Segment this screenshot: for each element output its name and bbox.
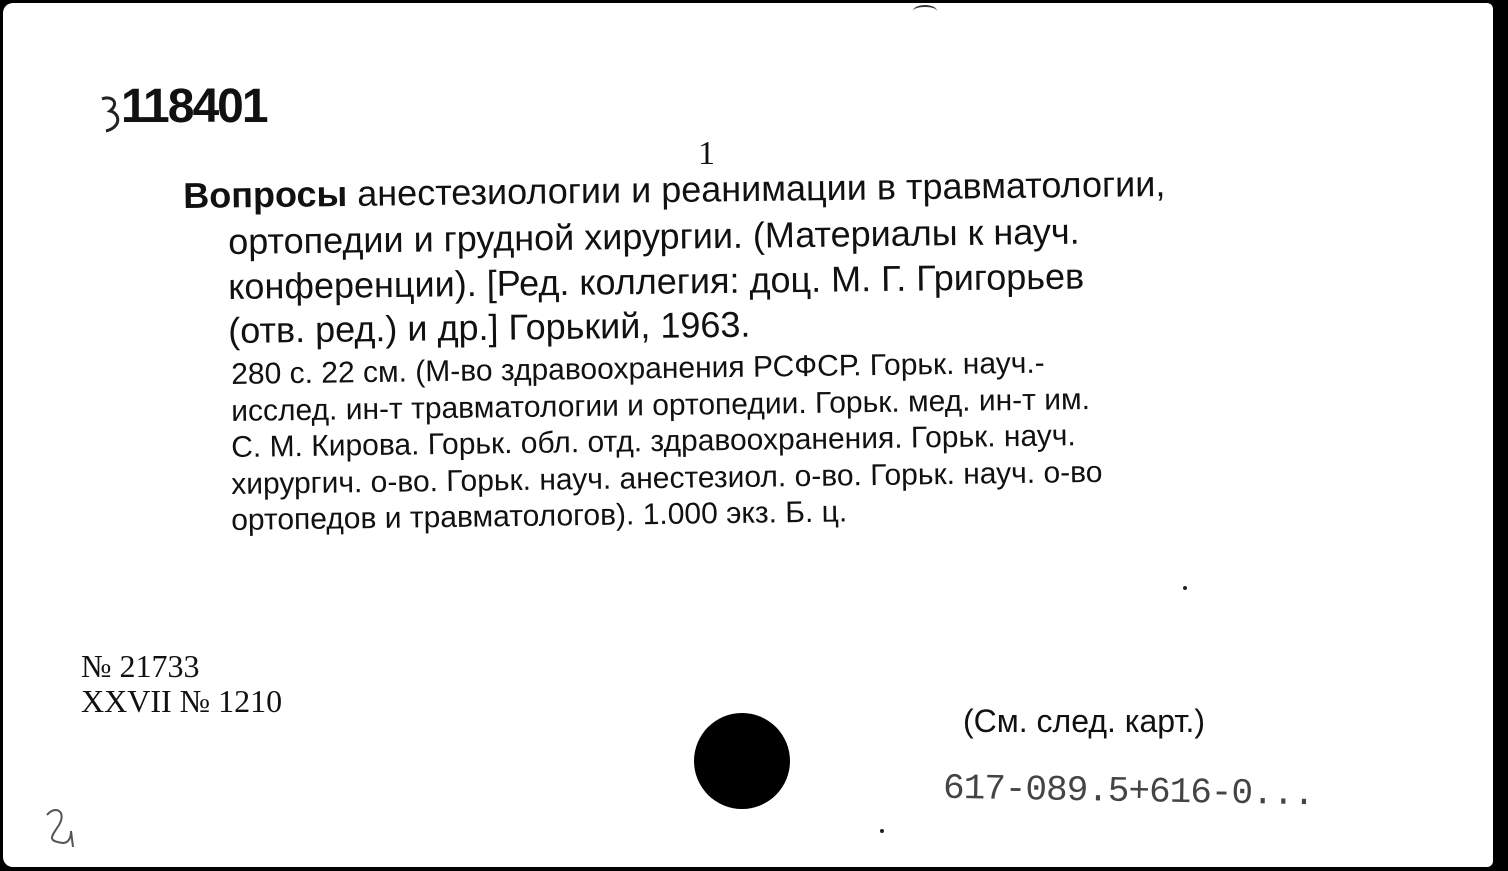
entry-line-text: анестезиологии и реанимации в травматологии, bbox=[347, 163, 1166, 214]
inventory-number: 118401 bbox=[121, 80, 267, 133]
entry-line-3: конференции). [Ред. коллегия: доц. М. Г. Григорьев bbox=[228, 255, 1085, 307]
entry-title-word: Вопросы bbox=[183, 172, 348, 216]
entry-line-4: (отв. ред.) и др.] Горький, 1963. bbox=[228, 303, 751, 351]
entry-line-1 bbox=[183, 163, 1166, 217]
detail-line-4: хирургич. о-во. Горьк. науч. анестезиол. о-во. Горьк. науч. о-во bbox=[231, 455, 1103, 501]
entry-line-2: ортопедии и грудной хирургии. (Материалы к науч. bbox=[228, 210, 1080, 262]
handwritten-corner-icon bbox=[41, 803, 81, 853]
punch-hole bbox=[694, 713, 790, 809]
register-number: № 21733 bbox=[81, 648, 200, 684]
detail-line-2: исслед. ин-т травматологии и ортопедии. Горьк. мед. ин-т им. bbox=[231, 383, 1091, 428]
continuation-note: (См. след. карт.) bbox=[963, 703, 1206, 739]
detail-line-1: 280 с. 22 см. (М-во здравоохранения РСФСР. Горьк. науч.- bbox=[231, 346, 1045, 391]
detail-line-5: ортопедов и травматологов). 1.000 экз. Б. ц. bbox=[231, 495, 848, 537]
classification-code: 617-089.5+616-0... bbox=[942, 767, 1315, 816]
section-number: XXVII № 1210 bbox=[81, 683, 283, 719]
top-notch bbox=[913, 5, 937, 17]
card-edge-shadow bbox=[1493, 0, 1508, 871]
card-number: 1 bbox=[698, 135, 715, 172]
speck bbox=[880, 829, 884, 833]
detail-line-3: С. М. Кирова. Горьк. обл. отд. здравоохранения. Горьк. науч. bbox=[231, 419, 1076, 464]
speck bbox=[1183, 586, 1187, 590]
catalog-card bbox=[3, 3, 1493, 867]
